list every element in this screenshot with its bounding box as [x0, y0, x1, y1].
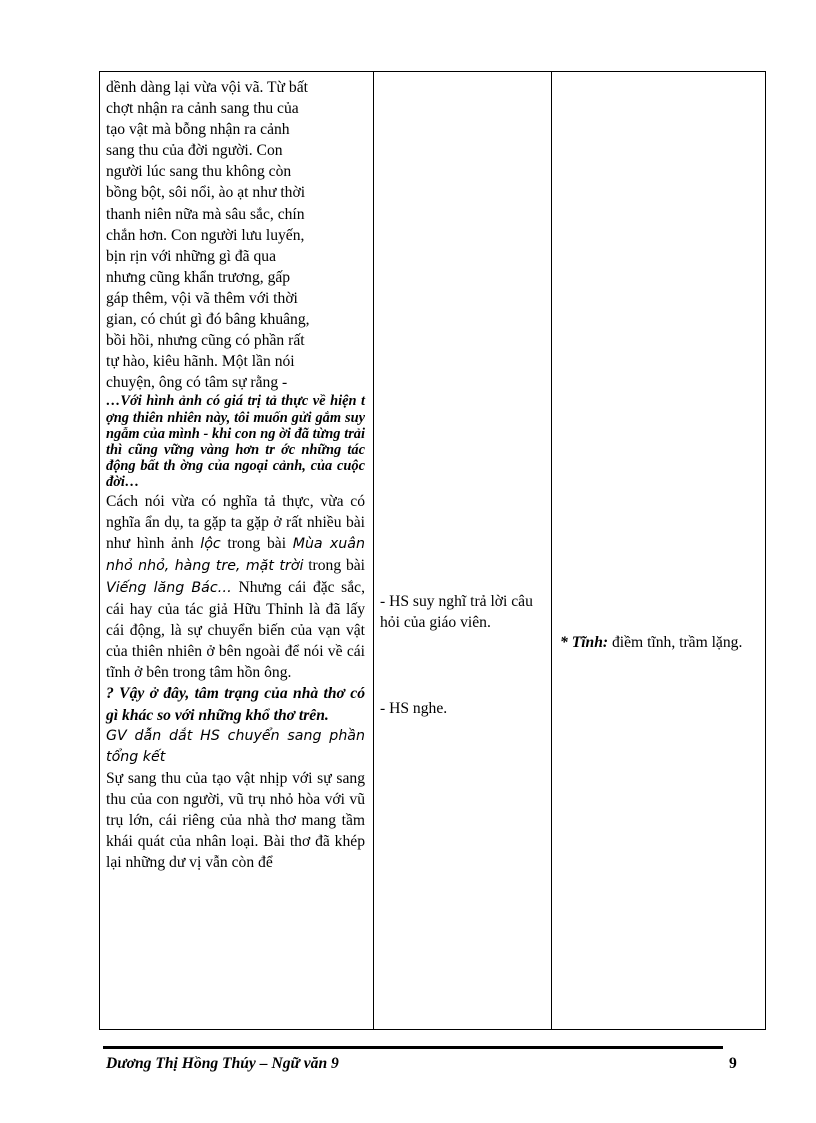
line: sang thu của đời người. Con [106, 142, 283, 160]
page-number: 9 [729, 1055, 737, 1072]
line: tạo vật mà bỗng nhận ra cảnh [106, 121, 290, 139]
student-response: - HS suy nghĩ trả lời câu hỏi của giáo viên. [380, 593, 533, 632]
student-activity-column [380, 591, 544, 633]
teacher-activity-column [106, 77, 365, 873]
footer-author: Dương Thị Hồng Thúy – Ngữ văn 9 [106, 1055, 339, 1072]
line: bịn rịn với những gì đã qua [106, 247, 277, 265]
paragraph-text: Cách nói vừa có nghĩa tả thực, vừa có nghĩa ẩn dụ, ta gặp ta gặp ở rất nhiều bài như hình ảnh [106, 492, 365, 552]
content-text: điềm tĩnh, trầm lặng. [608, 634, 743, 651]
poem-title: Mùa xuân nhỏ nhỏ, hàng tre, mặt trời [106, 535, 365, 574]
word-loc: lộc [200, 535, 221, 552]
content-label: * Tĩnh: [560, 634, 609, 651]
paragraph-summary: Sự sang thu của tạo vật nhịp với sự sang thu của con người, vũ trụ nhỏ hòa với vũ trụ lớn, cái riêng của nhà thơ mang tầm khái quát của nhân loại. Bài thơ đã khép lại những dư vị vẫn còn để [106, 769, 365, 872]
line: bồng bột, sôi nổi, ào ạt như thời [106, 184, 306, 202]
paragraph-text: trong bài [303, 556, 365, 574]
student-response: - HS nghe. [380, 700, 448, 717]
teacher-question: ? Vậy ở đây, tâm trạng của nhà thơ có gì khác so với những khổ thơ trên. [106, 685, 365, 724]
line: tự hào, kiêu hãnh. Một lần nói [106, 353, 295, 371]
poem-title: Viếng lăng Bác… [106, 580, 232, 596]
footer-rule [103, 1046, 723, 1049]
teacher-note: GV dẫn dắt HS chuyển sang phần tổng kết [106, 727, 365, 765]
line: người lúc sang thu không còn [106, 163, 292, 181]
line: gáp thêm, vội vã thêm với thời [106, 289, 298, 307]
line: chắn hơn. Con người lưu luyến, [106, 226, 305, 244]
column-divider [373, 72, 374, 1029]
content-note [560, 632, 758, 653]
paragraph-text: trong bài [220, 534, 293, 552]
paragraph-metaphor [106, 491, 365, 684]
column-divider [551, 72, 552, 1029]
line: bồi hồi, nhưng cũng có phần rất [106, 332, 305, 350]
line: thanh niên nữa mà sâu sắc, chín [106, 205, 305, 223]
line: gian, có chút gì đó bâng khuâng, [106, 311, 310, 329]
line: dềnh dàng lại vừa vội vã. Từ bất [106, 79, 308, 96]
line: chuyện, ông có tâm sự rằng - [106, 374, 288, 392]
paragraph-text: Nhưng cái đặc sắc, cái hay của tác giả Hữu Thỉnh là đã lấy cái động, là sự chuyển biến của vạn vật của thiên nhiên ở bên ngoài để nói về cái tĩnh ở bên trong tâm hồn ông. [106, 579, 365, 682]
line: chợt nhận ra cảnh sang thu của [106, 100, 299, 118]
lesson-table [99, 71, 766, 1030]
content-column [560, 632, 758, 653]
line: nhưng cũng khẩn trương, gấp [106, 268, 291, 286]
author-quote: …Với hình ảnh có giá trị tả thực về hiện t ợng thiên nhiên này, tôi muốn gửi gắm suy ngẫm của mình - khi con ng ời đã từng trải thì cũng vững vàng hơn tr ớc những tác động bất th ờng của ngoại cảnh, của cuộc đời… [106, 393, 365, 491]
student-activity-column [380, 698, 544, 719]
